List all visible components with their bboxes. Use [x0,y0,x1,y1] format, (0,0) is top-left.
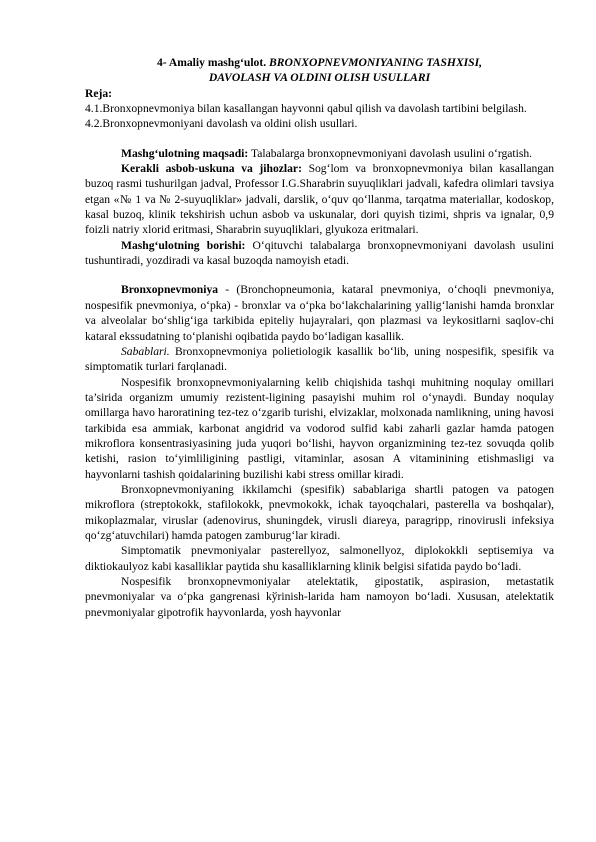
title-italic-line-1: BRONXOPNEVMONIYANING TASHXISI, [269,56,483,69]
plan-label: Reja: [85,86,113,100]
definition-text: - (Bronchopneumonia, kataral pnevmoniya, o‘choqli pnevmoniya, nospesifik pnevmoniya, o‘pka) - bronxlar va o‘pka bo‘lakchalarining yallig‘lanishi hamda bronxlar va alveolalar bo‘shlig‘iga tarkibida epiteliy hujayralari, qon plazmasi va leykositlarni saqlov-chi kataral ekssudatning to‘planishi oqibatida paydo bo‘ladigan kasallik. [85,283,554,343]
equipment-label: Kerakli asbob-uskuna va jihozlar: [121,162,302,176]
title-line-2 [85,70,554,85]
goal-paragraph [85,146,554,161]
definition-label: Bronxopnevmoniya [121,283,219,297]
symptomatic-paragraph: Simptomatik pnevmoniyalar pasterellyoz, salmonellyoz, diplokokkli septisemiya va diktiokaulyoz kabi kasalliklar paytida shu kasalliklarning klinik belgisi sifatida paydo bo‘ladi. [85,544,554,573]
plan-item-1: 4.1.Bronxopnevmoniya bilan kasallangan hayvonni qabul qilish va davolash tartibini belgilash. [85,102,527,116]
other-forms-paragraph: Nospesifik bronxopnevmoniyalar atelektatik, gipostatik, aspirasion, metastatik pnevmoniyalar va o‘pka gangrenasi kўrinish-larida ham namoyon bo‘ladi. Xususan, atelektatik pnevmoniyalar gipotrofik hayvonlarda, yosh hayvonlar [85,575,554,619]
specific-paragraph: Bronxopnevmoniyaning ikkilamchi (spesifik) sabablariga shartli patogen va patogen mikroflora (streptokokk, stafilokokk, pnevmokokk, ichak tayoqchalari, pasterella va boshqalar), mikoplazmalar, viruslar (adenovirus, shuningdek, virusli diareya, paragripp, rinovirusli infeksiya qo‘zg‘atuvchilari) hamda patogen zamburug‘lar kiradi. [85,482,554,542]
page-title [85,55,554,86]
procedure-paragraph [85,238,554,269]
nonspecific-paragraph: Nospesifik bronxopnevmoniyalarning kelib chiqishida tashqi muhitning noqulay omillari ta’sirida organizm umumiy rezistent-ligining pasayishi muhim rol o‘ynaydi. Bunday noqulay omillarga havo haroratining tez-tez o‘zgarib turishi, elvizaklar, molxonada namlikning, uning havosi tarkibida esa ammiak, karbonat angidrid va vodorod sulfid kabi zaharli gazlar hamda patogen mikroflora konsentrasiyasining juda yuqori bo‘lishi, hayvon organizmining tez-tez sovuqda qolib ketishi, rasion to‘yimliligining pastligi, vitaminlar, asosan A vitaminining etishmasligi va hayvonlarni tashish qoidalarining buzilishi kabi stress omillar kiradi. [85,375,554,481]
goal-label: Mashg‘ulotning maqsadi: [121,146,249,160]
title-italic-line-2: DAVOLASH VA OLDINI OLISH USULLARI [208,71,431,85]
causes-paragraph [85,344,554,375]
causes-text: Bronxopnevmoniya polietiologik kasallik bo‘lib, uning nospesifik, spesifik va simptomatik turlari farqlanadi. [85,344,554,374]
title-line-1 [85,55,554,70]
goal-text: Talabalarga bronxopnevmoniyani davolash usulini o‘rgatish. [248,146,533,160]
page-content [85,55,554,620]
equipment-text: Sog‘lom va bronxopnevmoniya bilan kasallangan buzoq rasmi tushurilgan jadval, Professor I.G.Sharabrin suyuqliklari jadvali, kafedra olimlari tavsiya etgan «№ 1 va № 2-suyuqliklar» jadvali, darslik, o‘quv qo‘llanma, tarqatma materiallar, kodoskop, kasal buzoq, klinik tekshirish uchun asbob va uskunalar, dori quyish tizimi, shpris va ignalar, 0,9 foizli natriy xlorid eritmasi, Sharabrin suyuqliklari, glyukoza eritmalari. [85,162,555,237]
procedure-label: Mashg‘ulotning borishi: [121,238,246,252]
title-prefix: 4- Amaliy mashg‘ulot. [156,56,270,69]
spacer [85,132,554,146]
procedure-text: O‘qituvchi talabalarga bronxopnevmoniyani davolash usulini tushuntiradi, yozdiradi va kasal buzoqda namoyish etadi. [85,238,554,268]
spacer [85,268,554,282]
causes-label: Sabablari. [121,344,170,358]
equipment-paragraph [85,161,554,238]
plan-item-2: 4.2.Bronxopnevmoniyani davolash va oldini olish usullari. [85,117,358,131]
definition-paragraph [85,282,554,343]
